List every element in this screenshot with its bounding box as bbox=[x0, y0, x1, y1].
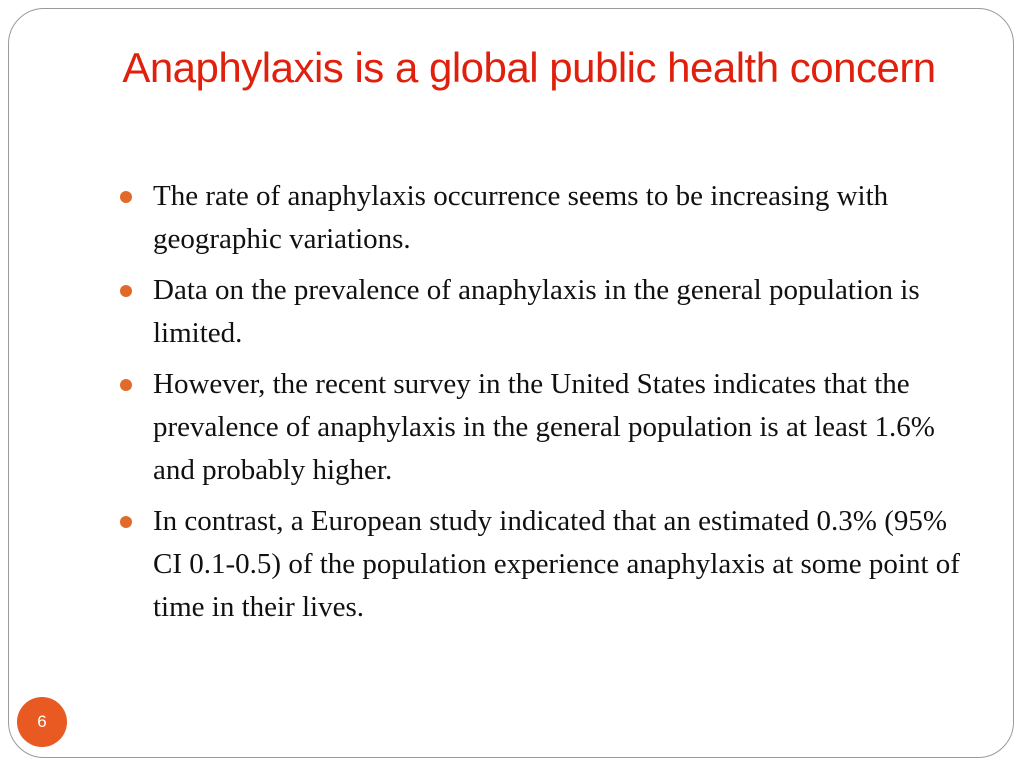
bullet-dot-icon bbox=[120, 191, 132, 203]
bullet-dot-icon bbox=[120, 516, 132, 528]
bullet-text: However, the recent survey in the United States indicates that the prevalence of anaphylaxis in the general population is at least 1.6% and probably higher. bbox=[153, 368, 935, 486]
page-number-badge: 6 bbox=[17, 697, 67, 747]
bullet-dot-icon bbox=[120, 285, 132, 297]
slide-title: Anaphylaxis is a global public health concern bbox=[122, 44, 936, 91]
bullet-text: Data on the prevalence of anaphylaxis in the general population is limited. bbox=[153, 274, 920, 349]
bullet-dot-icon bbox=[120, 379, 132, 391]
bullet-item bbox=[117, 269, 977, 355]
bullet-item bbox=[117, 500, 977, 629]
bullet-item bbox=[117, 175, 977, 261]
bullet-item bbox=[117, 363, 977, 492]
slide-frame bbox=[8, 8, 1014, 758]
bullet-text: In contrast, a European study indicated that an estimated 0.3% (95% CI 0.1-0.5) of the population experience anaphylaxis at some point of time in their lives. bbox=[153, 505, 960, 623]
bullet-text: The rate of anaphylaxis occurrence seems to be increasing with geographic variations. bbox=[153, 180, 889, 255]
bullet-list bbox=[117, 175, 977, 637]
